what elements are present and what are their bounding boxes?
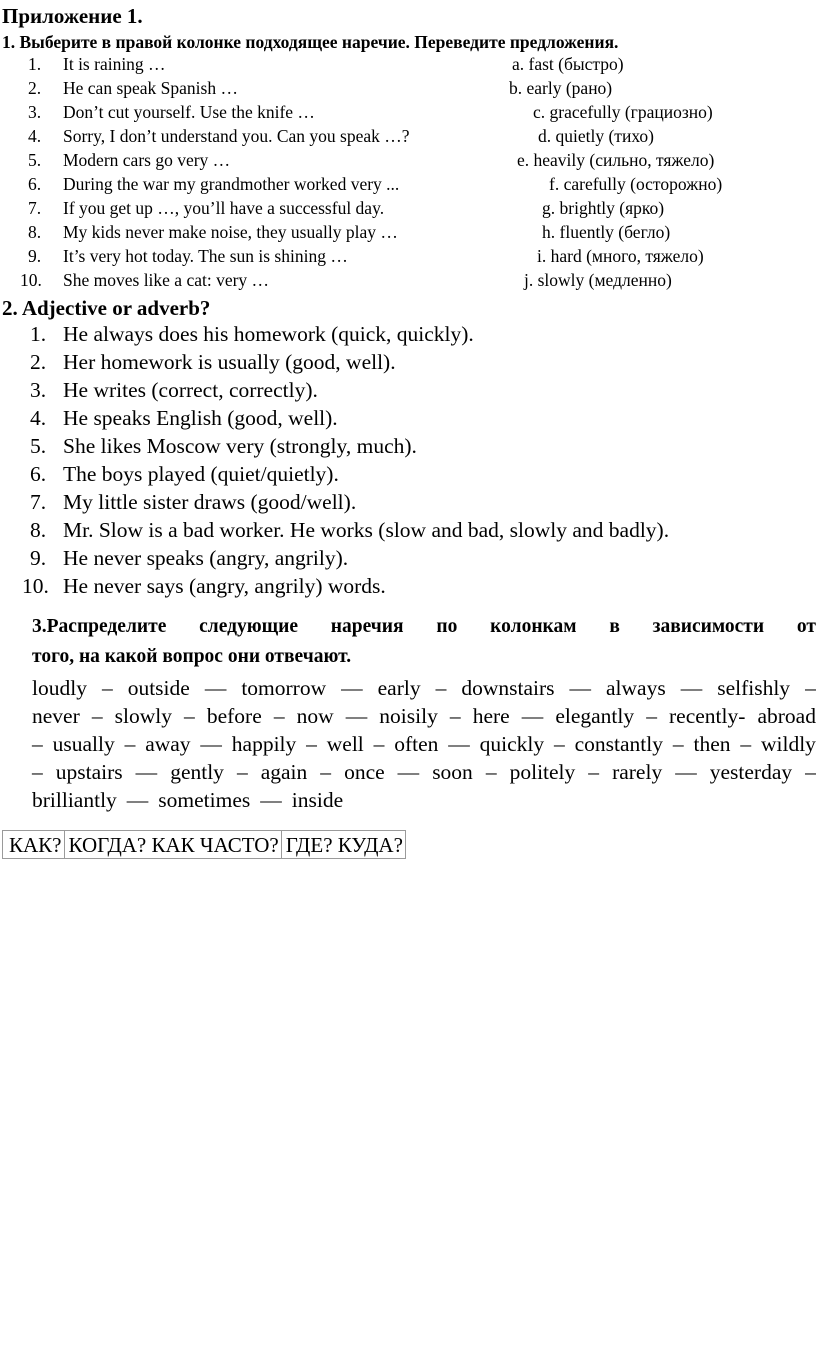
word-bank-line [32, 704, 816, 729]
task1-sentence: If you get up …, you’ll have a successful day. [63, 198, 385, 218]
adverb-word: selfishly [717, 676, 791, 700]
task2-number: 9. [30, 546, 47, 570]
adverb-word: often [394, 732, 439, 756]
adverb-word: once [344, 760, 385, 784]
task2-number: 2. [30, 350, 47, 374]
adverb-word: happily [231, 732, 297, 756]
adverb-word: usually [52, 732, 115, 756]
word-separator: — [680, 676, 703, 700]
adverb-word: wildly [760, 732, 816, 756]
task2-number: 10. [22, 574, 49, 598]
adverb-word: quickly [479, 732, 545, 756]
task3-heading-word: по [436, 616, 458, 637]
adverb-word: gently [170, 760, 224, 784]
adverb-word: then [693, 732, 731, 756]
task1-number: 10. [20, 270, 42, 290]
adverb-word: abroad [757, 704, 816, 728]
adverb-word: well [326, 732, 364, 756]
word-separator: — [345, 704, 368, 728]
task1-sentence: It’s very hot today. The sun is shining … [63, 246, 348, 266]
task1-answer: i. hard (много, тяжело) [537, 246, 704, 266]
word-separator: — [397, 760, 420, 784]
adverb-word: away [145, 732, 191, 756]
task1-row-5 [0, 150, 816, 174]
word-separator: – [236, 760, 248, 784]
adverb-word: now [296, 704, 334, 728]
adverb-word: tomorrow [241, 676, 327, 700]
task2-number: 6. [30, 462, 47, 486]
word-separator: – [373, 732, 385, 756]
task1-sentence: She moves like a cat: very … [63, 270, 270, 290]
column-how: КАК? [3, 831, 65, 859]
task1-row-2 [0, 78, 816, 102]
task2-heading: 2. Adjective or adverb? [2, 296, 211, 320]
word-separator: — [126, 788, 149, 812]
adverb-word: yesterday [709, 760, 793, 784]
adverb-word: rarely [612, 760, 663, 784]
word-separator: – [554, 732, 565, 756]
word-separator: — [675, 760, 697, 784]
adverb-word: always [606, 676, 666, 700]
word-separator: – [740, 732, 752, 756]
task3-heading-word: наречия [330, 616, 404, 637]
word-separator: – [320, 760, 332, 784]
adverb-word: never [32, 704, 80, 728]
adverb-word: outside [127, 676, 190, 700]
word-separator: – [124, 732, 136, 756]
adverb-word: here [472, 704, 510, 728]
adverb-word: early [377, 676, 421, 700]
column-when-how-often: КОГДА? КАК ЧАСТО? [64, 831, 281, 859]
task1-row-4 [0, 126, 816, 150]
task1-number: 9. [28, 246, 42, 266]
word-separator: — [260, 788, 282, 812]
task1-row-3 [0, 102, 816, 126]
task1-sentence: My kids never make noise, they usually play … [63, 222, 398, 242]
adverb-word: noisily [379, 704, 438, 728]
word-separator: – [449, 704, 461, 728]
word-bank-line [32, 760, 816, 785]
task1-sentence: He can speak Spanish … [63, 78, 238, 98]
task2-number: 3. [30, 378, 47, 402]
task1-row-7 [0, 198, 816, 222]
task2-text: He writes (correct, correctly). [63, 378, 318, 402]
task1-answer: h. fluently (бегло) [542, 222, 671, 242]
page-title: Приложение 1. [2, 4, 143, 28]
task1-answer: d. quietly (тихо) [538, 126, 654, 146]
word-separator: – [485, 760, 497, 784]
word-separator: – [805, 760, 816, 784]
task3-heading [32, 612, 816, 672]
adverb-word: loudly [32, 676, 87, 700]
task2-text: He never speaks (angry, angrily). [63, 546, 349, 570]
task1-row-10 [0, 270, 816, 294]
task1-answer: b. early (рано) [509, 78, 613, 98]
task2-number: 5. [30, 434, 47, 458]
task3-heading-line2: того, на какой вопрос они отвечают. [32, 646, 352, 667]
task1-heading: 1. Выберите в правой колонке подходящее наречие. Переведите предложения. [2, 32, 619, 52]
word-separator: – [101, 676, 113, 700]
task3-heading-word: 3.Распределите [32, 616, 167, 637]
task1-row-9 [0, 246, 816, 270]
task1-number: 1. [28, 54, 42, 74]
task1-sentence: It is raining … [63, 54, 166, 74]
task2-text: He always does his homework (quick, quickly). [63, 322, 474, 346]
task1-number: 2. [28, 78, 42, 98]
sorting-table-header-row [3, 831, 406, 859]
adverb-word: brilliantly [32, 788, 117, 812]
word-bank-line [32, 788, 816, 813]
task3-heading-word: зависимости [652, 616, 765, 637]
task1-row-1 [0, 54, 816, 78]
task1-answer: g. brightly (ярко) [542, 198, 665, 218]
task1-sentence: During the war my grandmother worked very ... [63, 174, 400, 194]
adverb-word: slowly [114, 704, 172, 728]
task1-answer: f. carefully (осторожно) [549, 174, 723, 194]
word-bank-line [32, 732, 816, 757]
word-separator: — [448, 732, 470, 756]
adverb-word: recently- [669, 704, 746, 728]
task1-number: 7. [28, 198, 42, 218]
task2-text: She likes Moscow very (strongly, much). [63, 434, 417, 458]
task1-row-8 [0, 222, 816, 246]
task1-answer: a. fast (быстро) [512, 54, 624, 74]
sorting-table [2, 830, 406, 859]
task2-number: 7. [30, 490, 47, 514]
adverb-word: politely [509, 760, 576, 784]
task2-text: My little sister draws (good/well). [63, 490, 357, 514]
task1-number: 4. [28, 126, 42, 146]
task2-number: 4. [30, 406, 47, 430]
word-separator: – [588, 760, 600, 784]
word-bank-line [32, 676, 816, 701]
adverb-word: sometimes [158, 788, 251, 812]
adverb-word: upstairs [55, 760, 123, 784]
task1-number: 5. [28, 150, 42, 170]
task3-heading-word: от [796, 616, 816, 637]
word-separator: – [435, 676, 447, 700]
word-separator: – [646, 704, 657, 728]
task1-row-6 [0, 174, 816, 198]
task2-text: He speaks English (good, well). [63, 406, 338, 430]
task2-text: The boys played (quiet/quietly). [63, 462, 339, 486]
task1-number: 3. [28, 102, 42, 122]
task2-number: 8. [30, 518, 47, 542]
word-separator: – [672, 732, 684, 756]
task2-text: Mr. Slow is a bad worker. He works (slow and bad, slowly and badly). [63, 518, 670, 542]
adverb-word: soon [432, 760, 473, 784]
task2-text: He never says (angry, angrily) words. [63, 574, 386, 598]
adverb-word: before [206, 704, 262, 728]
adverb-word: again [260, 760, 308, 784]
task2-text: Her homework is usually (good, well). [63, 350, 396, 374]
task3-heading-line1 [32, 612, 816, 642]
word-separator: – [184, 704, 195, 728]
word-separator: — [135, 760, 158, 784]
column-where: ГДЕ? КУДА? [281, 831, 405, 859]
task3-heading-word: в [609, 616, 620, 637]
word-separator: — [341, 676, 363, 700]
word-separator: — [204, 676, 227, 700]
word-separator: — [200, 732, 222, 756]
task2-number: 1. [30, 322, 47, 346]
task1-sentence: Modern cars go very … [63, 150, 231, 170]
word-separator: – [32, 760, 43, 784]
task3-heading-word: колонкам [490, 616, 577, 637]
word-separator: – [306, 732, 317, 756]
task1-sentence: Sorry, I don’t understand you. Can you speak …? [63, 126, 410, 146]
adverb-word: downstairs [461, 676, 555, 700]
word-separator: – [273, 704, 285, 728]
task3-heading-word: следующие [199, 616, 299, 637]
task1-number: 8. [28, 222, 42, 242]
word-separator: — [569, 676, 591, 700]
task1-answer: j. slowly (медленно) [524, 270, 672, 290]
word-separator: — [521, 704, 544, 728]
task1-sentence: Don’t cut yourself. Use the knife … [63, 102, 315, 122]
task1-answer: c. gracefully (грациозно) [533, 102, 713, 122]
task1-answer: e. heavily (сильно, тяжело) [517, 150, 715, 170]
adverb-word: constantly [574, 732, 663, 756]
adverb-word: inside [291, 788, 344, 812]
word-separator: – [805, 676, 816, 700]
word-separator: – [91, 704, 103, 728]
adverb-word: elegantly [555, 704, 635, 728]
task1-number: 6. [28, 174, 42, 194]
word-separator: – [32, 732, 43, 756]
